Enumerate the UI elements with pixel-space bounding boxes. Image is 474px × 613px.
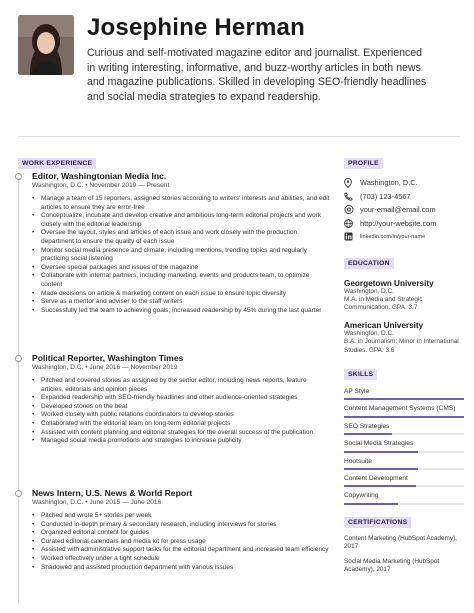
job-bullet: • Monitor social media presence and climate, including mentions, trending topics and regularly practicing social listening <box>32 247 330 264</box>
job-bullets <box>32 377 330 446</box>
job-title: Editor, Washingtonian Media Inc. <box>32 171 167 181</box>
job-bullet: • Collaborated with the editorial team on long-term editorial projects <box>32 420 330 429</box>
skill-level-bar <box>344 398 464 400</box>
skill-item <box>344 475 464 487</box>
job-bullets <box>32 195 330 315</box>
skill-item <box>344 458 464 470</box>
contact-location <box>344 176 464 190</box>
website-text[interactable]: http://your-website.com <box>360 218 437 228</box>
job-bullet: • Conceptualize, incubate and develop creative and ambitious long-term editorial projects and work closely with the editorial leadership <box>32 212 330 229</box>
job-title: Political Reporter, Washington Times <box>32 353 184 363</box>
job-entry <box>18 488 330 572</box>
profile-photo <box>18 15 74 75</box>
skills-heading: SKILLS <box>344 369 377 380</box>
degree-text: B.A. in Journalism; Minor in International Studies. GPA: 3.6 <box>344 338 459 354</box>
contact-website[interactable] <box>344 217 464 231</box>
job-bullets <box>32 512 330 572</box>
timeline-dot-icon <box>15 355 22 362</box>
contact-phone <box>344 190 464 204</box>
job-bullet: • Manage a team of 15 reporters, assigned stories according to writers' interests and abilities, and edit articles to ensure they are error-free <box>32 195 330 212</box>
work-experience-heading: WORK EXPERIENCE <box>18 158 96 169</box>
skill-name: Content Development <box>344 474 408 482</box>
skills-section <box>344 363 464 505</box>
linkedin-icon <box>344 232 356 241</box>
skill-level-fill <box>344 485 416 487</box>
header-divider <box>18 136 460 137</box>
location-icon <box>344 178 356 188</box>
sidebar <box>344 152 464 580</box>
skill-level-fill <box>344 451 418 453</box>
job-bullet: • Oversee the layout, styles and articles of each issue and work closely with the production department to ensure the quality of each issue <box>32 229 330 246</box>
education-heading: EDUCATION <box>344 258 394 269</box>
skill-level-fill <box>344 416 464 418</box>
job-entry <box>18 353 330 446</box>
skill-level-fill <box>344 503 398 505</box>
school-location: Washington, D.C. <box>344 329 394 337</box>
skill-item <box>344 492 464 504</box>
school-name: American University <box>344 320 424 330</box>
skill-item <box>344 440 464 452</box>
job-meta: Washington, D.C. • June 2015 — June 2016 <box>32 499 162 506</box>
skill-level-fill <box>344 433 392 435</box>
certifications-list <box>344 535 464 575</box>
summary-text: Curious and self-motivated magazine editor and journalist. Experienced in writing interesting, informative, and buzz-worthy articles in both news and magazine publications. Skilled in developing SEO-friendly headlines and social media strategies to expand readership. <box>87 47 427 103</box>
job-bullet: • Conducted in-depth primary & secondary research, including interviews for stories <box>32 521 330 530</box>
job-bullet: • Managed social media promotions and strategies to increase publicity <box>32 437 330 446</box>
skill-name: AP Style <box>344 387 370 395</box>
candidate-name: Josephine Herman <box>87 14 305 41</box>
skill-item <box>344 405 464 417</box>
email-text[interactable]: your-email@email.com <box>360 205 436 215</box>
skill-name: Content Management Systems (CMS) <box>344 405 456 413</box>
job-bullet: • Assisted with content planning and editorial strategies for the overall success of the publication <box>32 429 330 438</box>
degree-text: M.A. in Media and Strategic Communication, GPA: 3.7 <box>344 295 423 312</box>
job-bullet: • Organized editorial content for guides <box>32 529 330 538</box>
skill-level-bar <box>344 451 464 453</box>
skill-item <box>344 423 464 435</box>
job-bullet: • Worked closely with public relations coordinators to develop stories <box>32 411 330 420</box>
skill-level-bar <box>344 485 464 487</box>
job-bullet: • Curated editorial calendars and media kit for press usage <box>32 538 330 547</box>
globe-icon <box>344 219 356 228</box>
contact-email[interactable] <box>344 203 464 217</box>
email-icon <box>344 205 356 214</box>
skills-list <box>344 388 464 505</box>
education-section <box>344 252 464 355</box>
certification-item: Content Marketing (HubSpot Academy), 2017 <box>344 534 457 551</box>
job-bullet: • Pitched and wrote 5+ stories per week <box>32 512 330 521</box>
certifications-section <box>344 511 464 575</box>
job-bullet: • Worked effectively under a tight schedule <box>32 555 330 564</box>
skill-level-fill <box>344 468 418 470</box>
job-title: News Intern, U.S. News & World Report <box>32 488 193 498</box>
job-bullet: • Successfully led the team to achieving goals; increased readership by 45% during the last quarter <box>32 307 330 316</box>
work-experience-section <box>18 152 330 170</box>
job-bullet: • Oversee special packages and issues of the magazine <box>32 264 330 273</box>
school-location: Washington, D.C. <box>344 287 394 295</box>
education-entry <box>344 321 464 355</box>
certifications-heading: CERTIFICATIONS <box>344 517 411 528</box>
profile-heading: PROFILE <box>344 158 383 169</box>
contact-list <box>344 176 464 244</box>
education-entry <box>344 279 464 313</box>
skill-level-fill <box>344 398 464 400</box>
skill-level-bar <box>344 503 464 505</box>
job-bullet: • Developed stories on the beat <box>32 403 330 412</box>
timeline-dot-icon <box>15 173 22 180</box>
timeline-dot-icon <box>15 490 22 497</box>
school-name: Georgetown University <box>344 278 434 288</box>
skill-level-bar <box>344 416 464 418</box>
contact-linkedin[interactable] <box>344 230 464 244</box>
skill-name: Hootsuite <box>344 457 372 465</box>
job-bullet: • Serve as a mentor and adviser to the staff writers <box>32 298 330 307</box>
job-bullet: • Collaborate with internal partners, including marketing, events and products team, to optimize content <box>32 272 330 289</box>
phone-icon <box>344 192 356 201</box>
linkedin-text[interactable]: linkedin.com/in/your-name <box>360 233 426 240</box>
job-meta: Washington, D.C. • June 2016 — November 2019 <box>32 364 178 371</box>
skill-item <box>344 388 464 400</box>
skill-name: Copywriting <box>344 492 379 500</box>
job-bullet: • Made decisions on article & marketing content on each issue to ensure topic diversity <box>32 290 330 299</box>
job-bullet: • Expanded readership with SEO-friendly headlines and other audience-oriented strategies <box>32 394 330 403</box>
skill-level-bar <box>344 468 464 470</box>
job-meta: Washington, D.C. • November 2019 — Present <box>32 182 170 189</box>
job-bullet: • Pitched and covered stories as assigned by the senior editor, including news reports, feature articles, editorials and opinion pieces <box>32 377 330 394</box>
certification-item: Social Media Marketing (HubSpot Academy), 2017 <box>344 557 440 573</box>
job-entry <box>18 171 330 315</box>
location-text: Washington, D.C. <box>360 178 418 188</box>
skill-level-bar <box>344 433 464 435</box>
job-bullet: • Shadowed and assisted production department with various issues <box>32 564 330 573</box>
skill-name: Social Media Strategies <box>344 440 414 448</box>
phone-text: (703) 123-4567 <box>360 191 411 201</box>
skill-name: SEO Strategies <box>344 422 390 430</box>
job-bullet: • Assisted with administrative support tasks for the editorial department and increased team efficiency <box>32 546 330 555</box>
